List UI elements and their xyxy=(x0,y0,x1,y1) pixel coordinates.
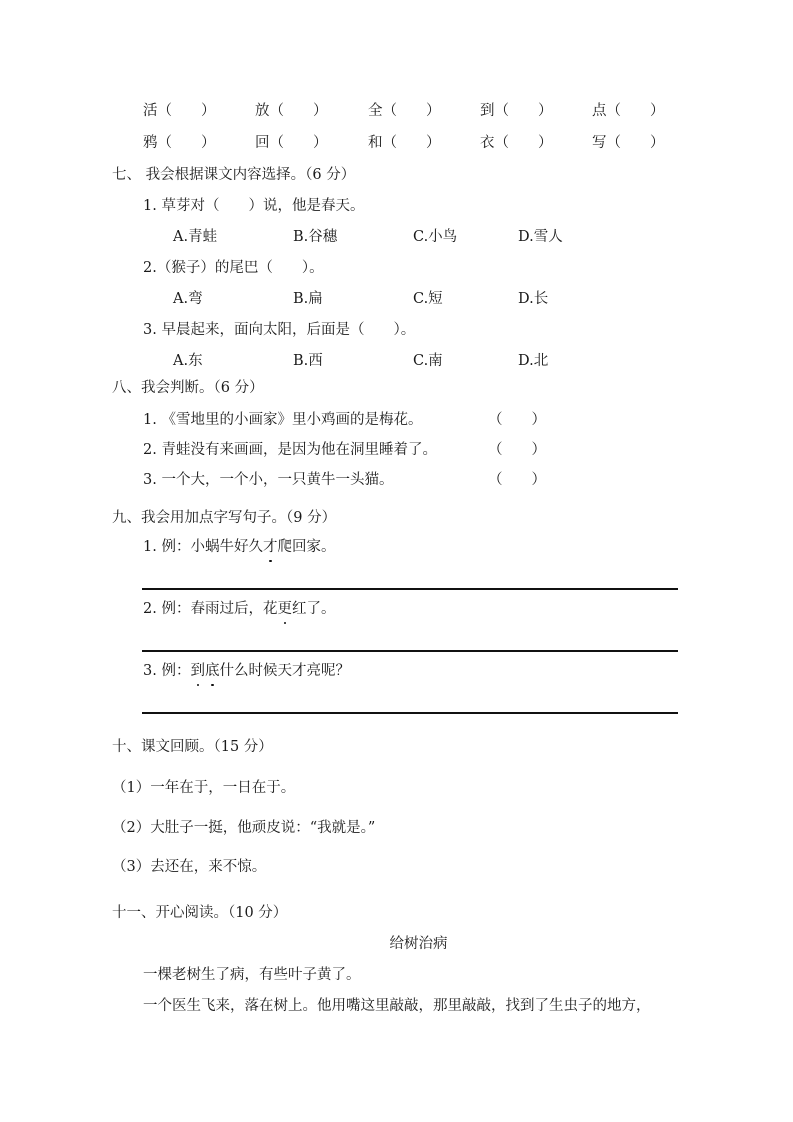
char-item: 写（ ） xyxy=(592,135,665,151)
answer-line[interactable] xyxy=(142,712,678,714)
dotted-char: 才 xyxy=(262,539,278,555)
judge-paren: （ ） xyxy=(488,472,546,488)
section9-heading: 九、我会用加点字写句子。（9 分） xyxy=(112,510,337,526)
judge-item: 3. 一个大，一个小，一只黄牛一头猫。 xyxy=(143,472,394,488)
char-item: 到（ ） xyxy=(480,103,553,119)
char-item: 活（ ） xyxy=(143,103,216,119)
recall-item: （1）一年在于，一日在于。 xyxy=(112,780,296,796)
option-d: D.雪人 xyxy=(518,229,563,245)
recall-item: （2）大肚子一挺，他顽皮说：“我就是。” xyxy=(112,820,376,836)
answer-line[interactable] xyxy=(142,650,678,652)
question-text: 2.（猴子）的尾巴（ ）。 xyxy=(143,260,324,276)
char-item: 放（ ） xyxy=(255,103,328,119)
option-c: C.短 xyxy=(413,291,443,307)
char-item: 鸦（ ） xyxy=(143,135,216,151)
judge-paren: （ ） xyxy=(488,412,546,428)
char-item: 点（ ） xyxy=(592,103,665,119)
dotted-char: 到 xyxy=(190,663,205,679)
dotted-char: 更 xyxy=(277,601,292,617)
sentence-example: 1. 例：小蜗牛好久才爬回家。 xyxy=(143,539,336,555)
option-b: B.西 xyxy=(293,353,323,369)
reading-paragraph: 一个医生飞来，落在树上。他用嘴这里敲敲，那里敲敲，找到了生虫子的地方， xyxy=(143,998,651,1014)
judge-paren: （ ） xyxy=(488,442,546,458)
sentence-example: 3. 例：到底什么时候天才亮呢？ xyxy=(143,663,350,679)
option-c: C.南 xyxy=(413,353,443,369)
option-d: D.长 xyxy=(518,291,549,307)
option-d: D.北 xyxy=(518,353,549,369)
section7-heading: 七、 我会根据课文内容选择。（6 分） xyxy=(112,167,356,183)
char-item: 衣（ ） xyxy=(480,135,553,151)
option-a: A.青蛙 xyxy=(173,229,218,245)
answer-line[interactable] xyxy=(142,588,678,590)
reading-title: 给树治病 xyxy=(389,936,448,952)
char-item: 全（ ） xyxy=(368,103,441,119)
option-b: B.扁 xyxy=(293,291,323,307)
question-text: 3. 早晨起来，面向太阳，后面是（ ）。 xyxy=(143,322,416,338)
option-b: B.谷穗 xyxy=(293,229,338,245)
option-a: A.东 xyxy=(173,353,203,369)
recall-item: （3）去还在，来不惊。 xyxy=(112,859,267,875)
char-item: 和（ ） xyxy=(368,135,441,151)
option-c: C.小鸟 xyxy=(413,229,458,245)
judge-item: 1. 《雪地里的小画家》里小鸡画的是梅花。 xyxy=(143,412,423,428)
section8-heading: 八、我会判断。（6 分） xyxy=(112,380,264,396)
section11-heading: 十一、开心阅读。（10 分） xyxy=(112,905,288,921)
char-item: 回（ ） xyxy=(255,135,328,151)
judge-item: 2. 青蛙没有来画画，是因为他在洞里睡着了。 xyxy=(143,442,437,458)
dotted-char: 底 xyxy=(204,663,220,679)
sentence-example: 2. 例：春雨过后，花更红了。 xyxy=(143,601,336,617)
question-text: 1. 草芽对（ ）说，他是春天。 xyxy=(143,198,365,214)
reading-paragraph: 一棵老树生了病，有些叶子黄了。 xyxy=(143,967,361,983)
option-a: A.弯 xyxy=(173,291,203,307)
section10-heading: 十、课文回顾。（15 分） xyxy=(112,739,273,755)
